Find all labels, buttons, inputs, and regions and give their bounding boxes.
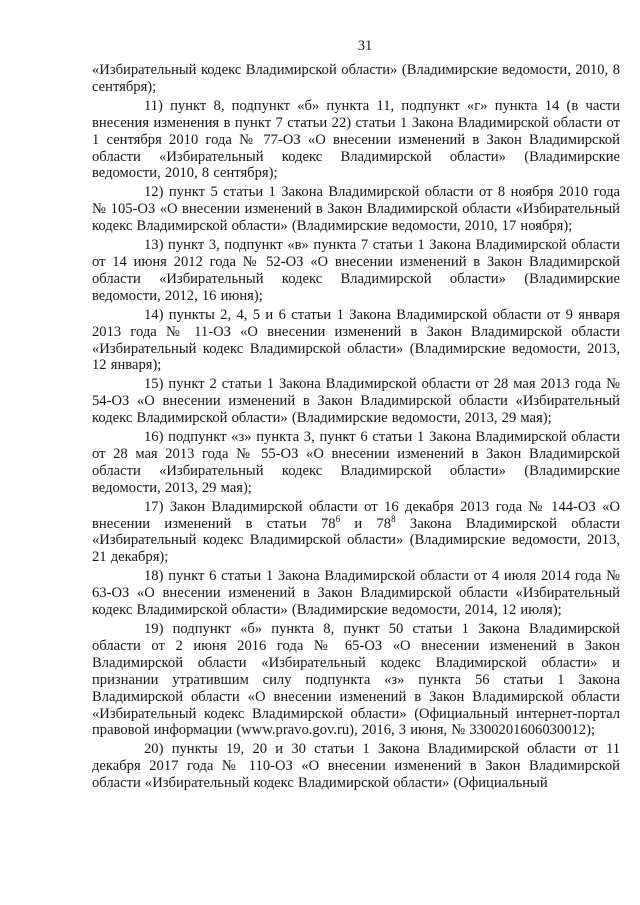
paragraph-19: 19) подпункт «б» пункта 8, пункт 50 статьи 1 Закона Владимирской области от 2 июня 2016 года № 65-ОЗ «О внесении изменений в Закон Владимирской области «Избирательный кодекс Владимирской области» и признании утратившим силу подпункта «з» пункта 56 статьи 1 Закона Владимирской области «О внесении изменений в Закон Владимирской области «Избирательный кодекс Владимирской области» (Официальный интернет-портал правовой информации (www.pravo.gov.ru), 2016, 3 июня, № 3300201606030012); — [92, 621, 620, 739]
superscript-8: 8 — [391, 513, 396, 524]
superscript-6: 6 — [335, 513, 341, 524]
paragraph-17-text-mid: и 78 — [340, 515, 392, 532]
paragraph-12: 12) пункт 5 статьи 1 Закона Владимирской области от 8 ноября 2010 года № 105-ОЗ «О внесении изменений в Закон Владимирской области «Избирательный кодекс Владимирской области» (Владимирские ведомости, 2010, 17 ноября); — [92, 184, 620, 235]
paragraph-17 — [92, 499, 620, 567]
page-number: 31 — [357, 38, 373, 54]
paragraph-14: 14) пункты 2, 4, 5 и 6 статьи 1 Закона Владимирской области от 9 января 2013 года № 11-ОЗ «О внесении изменений в Закон Владимирской области «Избирательный кодекс Владимирской области» (Владимирские ведомости, 2013, 12 января); — [92, 306, 620, 374]
paragraph-16: 16) подпункт «з» пункта 3, пункт 6 статьи 1 Закона Владимирской области от 28 мая 2013 года № 55-ОЗ «О внесении изменений в Закон Владимирской области «Избирательный кодекс Владимирской области» (Владимирские ведомости, 2013, 29 мая); — [92, 429, 620, 496]
paragraph-10-continuation: «Избирательный кодекс Владимирской области» (Владимирские ведомости, 2010, 8 сентября); — [92, 62, 620, 95]
paragraph-11: 11) пункт 8, подпункт «б» пункта 11, подпункт «г» пункта 14 (в части внесения изменения в пункт 7 статьи 22) статьи 1 Закона Владимирской области от 1 сентября 2010 года № 77-ОЗ «О внесении изменений в Закон Владимирской области «Избирательный кодекс Владимирской области» (Владимирские ведомости, 2010, 8 сентября); — [92, 97, 620, 182]
paragraph-18: 18) пункт 6 статьи 1 Закона Владимирской области от 4 июля 2014 года № 63-ОЗ «О внесении изменений в Закон Владимирской области «Избирательный кодекс Владимирской области» (Владимирские ведомости, 2014, 12 июля); — [92, 568, 620, 619]
paragraph-15: 15) пункт 2 статьи 1 Закона Владимирской области от 28 мая 2013 года № 54-ОЗ «О внесении изменений в Закон Владимирской области «Избирательный кодекс Владимирской области» (Владимирские ведомости, 2013, 29 мая); — [92, 376, 620, 427]
paragraph-13: 13) пункт 3, подпункт «в» пункта 7 статьи 1 Закона Владимирской области от 14 июня 2012 года № 52-ОЗ «О внесении изменений в Закон Владимирской области «Избирательный кодекс Владимирской области» (Владимирские ведомости, 2012, 16 июня); — [92, 237, 620, 304]
paragraph-17-text-before: 17) Закон Владимирской области от 16 декабря 2013 года № 144-ОЗ «О внесении изменений в статьи 78 — [92, 498, 620, 532]
paragraph-17-text-after: Закона Владимирской области «Избирательный кодекс Владимирской области» (Владимирские ведомости, 2013, 21 декабря); — [92, 515, 620, 566]
paragraph-20: 20) пункты 19, 20 и 30 статьи 1 Закона Владимирской области от 11 декабря 2017 года № 110-ОЗ «О внесении изменений в Закон Владимирской области «Избирательный кодекс Владимирской области» (Официальный — [92, 741, 620, 792]
